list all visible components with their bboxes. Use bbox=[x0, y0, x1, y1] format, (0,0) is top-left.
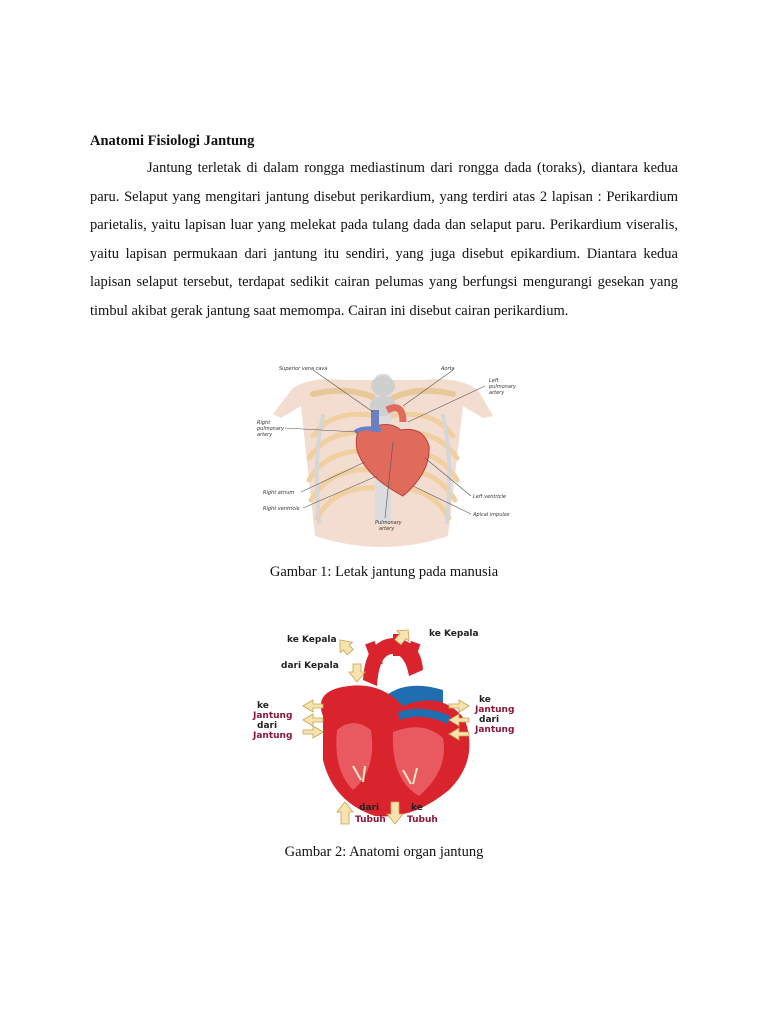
label-dari-kepala: dari Kepala bbox=[281, 661, 339, 671]
label-bottom-ke: ke bbox=[411, 803, 423, 813]
label-top-left-ke-kepala: ke Kepala bbox=[287, 635, 337, 645]
figure2-heart-anatomy bbox=[253, 620, 519, 832]
label-bottom-tubuh-2: Tubuh bbox=[407, 815, 438, 825]
figure1-caption: Gambar 1: Letak jantung pada manusia bbox=[269, 564, 499, 580]
label-left-pulmonary-artery-1: Left bbox=[489, 378, 499, 384]
figure2-caption: Gambar 2: Anatomi organ jantung bbox=[284, 844, 484, 860]
figure1-chest-illustration bbox=[253, 346, 516, 552]
label-bottom-dari: dari bbox=[359, 803, 380, 813]
label-left-ventricle: Left ventricle bbox=[473, 494, 506, 500]
label-right-pulmonary-artery-1: Right bbox=[257, 420, 271, 426]
label-right-atrium: Right atrium bbox=[263, 490, 295, 496]
label-superior-vena-cava: Superior vena cava bbox=[279, 366, 328, 372]
body-paragraph: Jantung terletak di dalam rongga mediastinum dari rongga dada (toraks), diantara kedua paru. Selaput yang mengitari jantung disebut perikardium, yang terdiri atas 2 lapisan : Perikardium parietalis, yaitu lapisan luar yang melekat pada tulang dada dan selaput paru. Perikardium viseralis, yaitu lapisan permukaan dari jantung itu sendiri, yang juga disebut epikardium. Diantara kedua lapisan selaput tersebut, terdapat sedikit cairan pelumas yang berfungsi mengurangi gesekan yang timbul akibat gerak jantung saat memompa. Cairan ini disebut cairan perikardium. bbox=[90, 160, 678, 319]
label-aorta: Aorta bbox=[441, 366, 455, 372]
label-pulmonary-artery-2: artery bbox=[379, 526, 395, 532]
label-left-jantung-1: Jantung bbox=[253, 711, 293, 721]
label-right-dari: dari bbox=[479, 715, 500, 725]
label-left-pulmonary-artery-2: pulmonary bbox=[489, 384, 516, 390]
label-left-dari: dari bbox=[257, 721, 278, 731]
label-right-pulmonary-artery-2: pulmonary bbox=[257, 426, 284, 432]
label-right-ke: ke bbox=[479, 695, 491, 705]
label-left-pulmonary-artery-3: artery bbox=[489, 390, 505, 396]
label-pulmonary-artery-1: Pulmonary bbox=[375, 520, 402, 526]
label-left-jantung-2: Jantung bbox=[253, 731, 293, 741]
label-right-jantung-2: Jantung bbox=[475, 725, 515, 735]
label-left-ke: ke bbox=[257, 701, 269, 711]
label-right-ventricle: Right ventricle bbox=[263, 506, 300, 512]
label-apical-impulse: Apical impulse bbox=[473, 512, 510, 518]
document-title: Anatomi Fisiologi Jantung bbox=[90, 133, 255, 149]
label-bottom-tubuh-1: Tubuh bbox=[355, 815, 386, 825]
label-right-jantung-1: Jantung bbox=[475, 705, 515, 715]
label-top-right-ke-kepala: ke Kepala bbox=[429, 629, 479, 639]
label-right-pulmonary-artery-3: artery bbox=[257, 432, 273, 438]
